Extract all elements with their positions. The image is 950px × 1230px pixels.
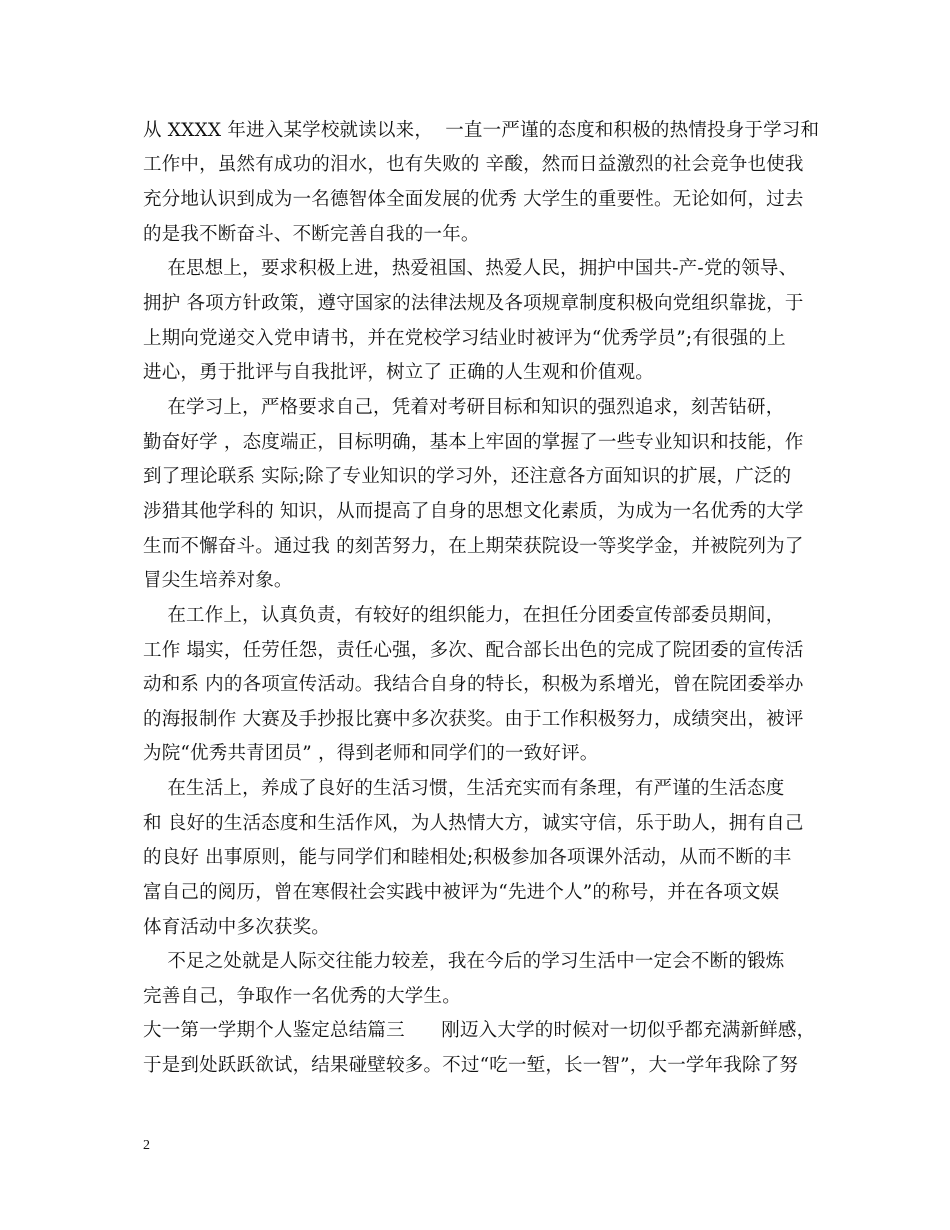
text-line: 工作 塌实，任劳任怨，责任心强，多次、配合部长出色的完成了院团委的宣传活 [143, 640, 804, 661]
text-line: 勤奋好学 ，态度端正，目标明确，基本上牢固的掌握了一些专业知识和技能，作 [143, 432, 804, 453]
text-line: 富自己的阅历，曾在寒假社会实践中被评为“先进个人”的称号，并在各项文娱 [143, 882, 780, 903]
text-line: 上期向党递交入党申请书，并在党校学习结业时被评为“优秀学员”;有很强的上 [143, 328, 786, 349]
text-line: 冒尖生培养对象。 [143, 570, 293, 591]
page-number: 2 [143, 1138, 150, 1153]
text-line: 于是到处跃跃欲试，结果碰壁较多。不过“吃一堑，长一智”，大一学年我除了努 [143, 1055, 799, 1076]
text-line: 在工作上，认真负责，有较好的组织能力，在担任分团委宣传部委员期间， [143, 605, 785, 626]
text-line: 工作中，虽然有成功的泪水，也有失败的 辛酸，然而日益激烈的社会竞争也使我 [143, 154, 804, 175]
text-line: 从 XXXX 年进入某学校就读以来， 一直一严谨的态度和积极的热情投身于学习和 [143, 120, 820, 141]
text-line: 为院“优秀共青团员” ，得到老师和同学们的一致好评。 [143, 743, 599, 764]
text-line: 进心，勇于批评与自我批评，树立了 正确的人生观和价值观。 [143, 362, 654, 383]
text-line: 的是我不断奋斗、不断完善自我的一年。 [143, 224, 480, 245]
text-line: 涉猎其他学科的 知识，从而提高了自身的思想文化素质，为成为一名优秀的大学 [143, 501, 804, 522]
text-line: 不足之处就是人际交往能力较差，我在今后的学习生活中一定会不断的锻炼 [143, 951, 785, 972]
section-heading-line: 大一第一学期个人鉴定总结篇三 刚迈入大学的时候对一切似乎都充满新鲜感， [143, 1020, 816, 1041]
text-line: 的良好 出事原则，能与同学们和睦相处;积极参加各项课外活动，从而不断的丰 [143, 847, 792, 868]
text-line: 到了理论联系 实际;除了专业知识的学习外，还注意各方面知识的扩展，广泛的 [143, 466, 792, 487]
text-line: 和 良好的生活态度和生活作风，为人热情大方，诚实守信，乐于助人，拥有自己 [143, 813, 804, 834]
text-line: 动和系 内的各项宣传活动。我结合自身的特长，积极为系增光，曾在院团委举办 [143, 674, 804, 695]
text-line: 的海报制作 大赛及手抄报比赛中多次获奖。由于工作积极努力，成绩突出，被评 [143, 709, 804, 730]
text-line: 在思想上，要求积极上进，热爱祖国、热爱人民，拥护中国共-产-党的领导、 [143, 258, 798, 279]
text-line: 在生活上，养成了良好的生活习惯，生活充实而有条理，有严谨的生活态度 [143, 778, 785, 799]
text-line: 充分地认识到成为一名德智体全面发展的优秀 大学生的重要性。无论如何，过去 [143, 189, 804, 210]
text-line: 拥护 各项方针政策，遵守国家的法律法规及各项规章制度积极向党组织靠拢，于 [143, 293, 804, 314]
text-line: 在学习上，严格要求自己，凭着对考研目标和知识的强烈追求，刻苦钻研， [143, 397, 785, 418]
text-line: 完善自己，争取作一名优秀的大学生。 [143, 986, 461, 1007]
text-line: 体育活动中多次获奖。 [143, 917, 331, 938]
text-line: 生而不懈奋斗。通过我 的刻苦努力，在上期荣获院设一等奖学金，并被院列为了 [143, 536, 804, 557]
